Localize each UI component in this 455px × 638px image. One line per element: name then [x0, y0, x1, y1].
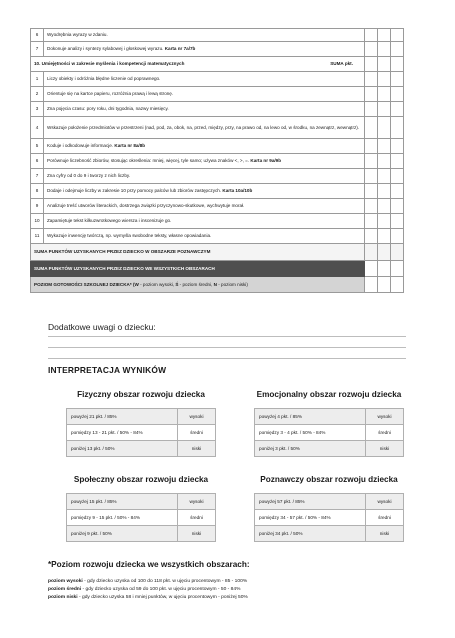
level-cell: wysoki — [366, 409, 404, 425]
result-row — [255, 441, 404, 457]
row-text: Zna pojęcia czasu: pory roku, dni tygodnia, nazwy miesięcy. — [44, 102, 365, 117]
level-cell: średni — [178, 425, 216, 441]
level-cell: niski — [178, 441, 216, 457]
sum-all-label: SUMA PUNKTÓW UZYSKANYCH PRZEZ DZIECKO WE WSZYSTKICH OBSZARACH — [31, 261, 365, 277]
table-row — [31, 117, 404, 139]
result-row — [255, 510, 404, 526]
score-cell[interactable] — [365, 57, 378, 72]
range-cell: pomiędzy 34 - 57 pkt. / 50% - 84% — [255, 510, 366, 526]
row-text: Wykazuje inwencję twórczą, np. wymyśla swobodne teksty, własne opowiadania. — [44, 229, 365, 244]
range-cell: poniżej 9 pkt. / 50% — [67, 526, 178, 542]
result-row — [255, 494, 404, 510]
row-text: Zna cyfry od 0 do 9 i tworzy z nich liczby. — [44, 169, 365, 184]
range-cell: powyżej 21 pkt. / 85% — [67, 409, 178, 425]
score-cell[interactable] — [378, 261, 391, 277]
sum-poznawczy-label: SUMA PUNKTÓW UZYSKANYCH PRZEZ DZIECKO W OBSZARZE POZNAWCZYM — [31, 244, 365, 261]
result-row — [67, 510, 216, 526]
range-cell: powyżej 4 pkt. / 85% — [255, 409, 366, 425]
score-cell[interactable] — [391, 229, 404, 244]
result-row — [255, 425, 404, 441]
score-cell[interactable] — [365, 244, 378, 261]
row-text: Liczy obiekty i odróżnia błędne liczenie od poprawnego. — [44, 72, 365, 87]
score-cell[interactable] — [365, 87, 378, 102]
score-cell[interactable] — [391, 72, 404, 87]
range-cell: powyżej 57 pkt. / 85% — [255, 494, 366, 510]
box-title: Poznawczy obszar rozwoju dziecka — [260, 475, 398, 484]
table-row — [31, 102, 404, 117]
score-cell[interactable] — [378, 199, 391, 214]
score-cell[interactable] — [378, 229, 391, 244]
summary-line: poziom średni - gdy dziecko uzyska od 59 do 100 pkt. w ujęciu procentowym - 50 - 84% — [48, 587, 241, 592]
row-number: 4 — [31, 117, 44, 139]
result-row — [67, 494, 216, 510]
row-number: 3 — [31, 102, 44, 117]
score-cell[interactable] — [365, 199, 378, 214]
score-cell[interactable] — [391, 244, 404, 261]
criteria-table — [30, 28, 404, 293]
row-number: 7 — [31, 42, 44, 57]
score-cell[interactable] — [378, 42, 391, 57]
row-text: Dokonuje analizy i syntezy sylabowej i głoskowej wyrazu. Karta nr 7a/7b — [44, 42, 365, 57]
table-row — [31, 29, 404, 42]
row-number: 6 — [31, 154, 44, 169]
score-cell[interactable] — [365, 154, 378, 169]
score-cell[interactable] — [391, 261, 404, 277]
row-text: Zapamiętuje tekst kilkuzwrotkowego wiersza i inscenizuje go. — [44, 214, 365, 229]
section-header-row — [31, 57, 404, 72]
range-cell: poniżej 34 pkt. / 50% — [255, 526, 366, 542]
result-row — [67, 441, 216, 457]
table-row — [31, 214, 404, 229]
score-cell[interactable] — [391, 57, 404, 72]
score-cell[interactable] — [391, 117, 404, 139]
result-table — [254, 493, 404, 542]
row-number: 7 — [31, 169, 44, 184]
notes-title: Dodatkowe uwagi o dziecku: — [48, 322, 156, 332]
row-number: 11 — [31, 229, 44, 244]
summary-title: *Poziom rozwoju dziecka we wszystkich obszarach: — [48, 560, 250, 569]
score-cell[interactable] — [391, 29, 404, 42]
result-table — [254, 408, 404, 457]
score-cell[interactable] — [365, 42, 378, 57]
result-row — [255, 526, 404, 542]
row-number: 1 — [31, 72, 44, 87]
range-cell: poniżej 13 pkt. / 50% — [67, 441, 178, 457]
summary-list — [48, 578, 248, 602]
score-cell[interactable] — [391, 277, 404, 293]
score-cell[interactable] — [391, 199, 404, 214]
range-cell: poniżej 3 pkt. / 50% — [255, 441, 366, 457]
row-text: Orientuje się na kartce papieru, rozróżnia prawą i lewą stronę. — [44, 87, 365, 102]
score-cell[interactable] — [365, 169, 378, 184]
row-number: 9 — [31, 199, 44, 214]
score-cell[interactable] — [378, 214, 391, 229]
level-cell: średni — [366, 510, 404, 526]
level-cell: średni — [366, 425, 404, 441]
score-cell[interactable] — [378, 29, 391, 42]
row-number: 5 — [31, 139, 44, 154]
level-cell: wysoki — [366, 494, 404, 510]
score-cell[interactable] — [365, 184, 378, 199]
level-cell: wysoki — [178, 494, 216, 510]
row-number: 2 — [31, 87, 44, 102]
score-cell[interactable] — [378, 102, 391, 117]
box-title: Społeczny obszar rozwoju dziecka — [73, 475, 209, 484]
table-row — [31, 42, 404, 57]
result-table — [66, 493, 216, 542]
box-title: Emocjonalny obszar rozwoju dziecka — [256, 390, 402, 399]
sum-all-row — [31, 261, 404, 277]
table-row — [31, 139, 404, 154]
result-row — [67, 409, 216, 425]
row-text: Koduje i odkodowuje informacje. Karta nr 8a/8b — [44, 139, 365, 154]
score-cell[interactable] — [391, 139, 404, 154]
level-cell: wysoki — [178, 409, 216, 425]
score-cell[interactable] — [365, 102, 378, 117]
score-cell[interactable] — [378, 57, 391, 72]
gotowosc-row — [31, 277, 404, 293]
row-text: Porównuje liczebność zbiorów, stosując określenia: mniej, więcej, tyle samo; używa znaków <, >, =. Karta nr 9a/9b — [44, 154, 365, 169]
note-line[interactable] — [48, 336, 406, 337]
score-cell[interactable] — [378, 117, 391, 139]
row-number: 8 — [31, 184, 44, 199]
box-spoleczny — [66, 475, 216, 542]
suma-label: SUMA pkt. — [330, 61, 353, 67]
table-row — [31, 169, 404, 184]
level-cell: średni — [178, 510, 216, 526]
range-cell: pomiędzy 9 - 15 pkt. / 50% - 84% — [67, 510, 178, 526]
score-cell[interactable] — [391, 42, 404, 57]
score-cell[interactable] — [378, 244, 391, 261]
summary-line: poziom wysoki - gdy dziecko uzyska od 100 do 118 pkt. w ujęciu procentowym - 85 - 100% — [48, 579, 248, 584]
score-cell[interactable] — [378, 154, 391, 169]
table-row — [31, 154, 404, 169]
score-cell[interactable] — [378, 87, 391, 102]
result-row — [255, 409, 404, 425]
table-row — [31, 184, 404, 199]
row-text: Dodaje i odejmuje liczby w zakresie 10 przy pomocy palców lub zbiorów zastępczych. Karta 10a/10b — [44, 184, 365, 199]
gotowosc-label: POZIOM GOTOWOŚCI SZKOLNEJ DZIECKA* (W - poziom wysoki, Ś - poziom średni, N - poziom niski) — [31, 277, 365, 293]
table-row — [31, 229, 404, 244]
box-emocjonalny — [254, 390, 404, 457]
score-cell[interactable] — [365, 214, 378, 229]
score-cell[interactable] — [365, 139, 378, 154]
score-cell[interactable] — [378, 139, 391, 154]
section-title: 10. Umiejętności w zakresie myślenia i kompetencji matematycznych SUMA pkt. — [31, 57, 365, 72]
table-row — [31, 72, 404, 87]
summary-line: poziom niski - gdy dziecko uzyska 58 i mniej punktów, w ujęciu procentowym - poniżej 50% — [48, 595, 248, 600]
result-table — [66, 408, 216, 457]
score-cell[interactable] — [378, 277, 391, 293]
sum-poznawczy-row — [31, 244, 404, 261]
score-cell[interactable] — [391, 214, 404, 229]
score-cell[interactable] — [391, 169, 404, 184]
score-cell[interactable] — [365, 117, 378, 139]
score-cell[interactable] — [378, 72, 391, 87]
score-cell[interactable] — [365, 261, 378, 277]
box-title: Fizyczny obszar rozwoju dziecka — [77, 390, 205, 399]
score-cell[interactable] — [391, 184, 404, 199]
result-row — [67, 526, 216, 542]
note-line[interactable] — [48, 347, 406, 348]
score-cell[interactable] — [391, 154, 404, 169]
table-row — [31, 199, 404, 214]
range-cell: powyżej 15 pkt. / 85% — [67, 494, 178, 510]
score-cell[interactable] — [378, 169, 391, 184]
score-cell[interactable] — [391, 102, 404, 117]
box-poznawczy — [254, 475, 404, 542]
row-number: 6 — [31, 29, 44, 42]
row-text: Analizuje treść utworów literackich, dostrzega związki przyczynowo-skutkowe, wychwytuje morał. — [44, 199, 365, 214]
result-row — [67, 425, 216, 441]
score-cell[interactable] — [378, 184, 391, 199]
level-cell: niski — [366, 526, 404, 542]
score-cell[interactable] — [391, 87, 404, 102]
score-cell[interactable] — [365, 229, 378, 244]
level-cell: niski — [366, 441, 404, 457]
range-cell: pomiędzy 3 - 4 pkt. / 50% - 84% — [255, 425, 366, 441]
row-text: Wskazuje położenie przedmiotów w przestrzeni (nad, pod, za, obok, na, przed, między, przy, na prawo od, na lewo od, w środku, na zewnątrz, wewnątrz). — [44, 117, 365, 139]
note-line[interactable] — [48, 358, 406, 359]
score-cell[interactable] — [365, 72, 378, 87]
interpretation-title: INTERPRETACJA WYNIKÓW — [48, 365, 167, 375]
score-cell[interactable] — [365, 29, 378, 42]
range-cell: pomiędzy 13 - 21 pkt. / 50% - 84% — [67, 425, 178, 441]
box-fizyczny — [66, 390, 216, 457]
row-text: Wyodrębnia wyrazy w zdaniu. — [44, 29, 365, 42]
score-cell[interactable] — [365, 277, 378, 293]
level-cell: niski — [178, 526, 216, 542]
table-row — [31, 87, 404, 102]
row-number: 10 — [31, 214, 44, 229]
